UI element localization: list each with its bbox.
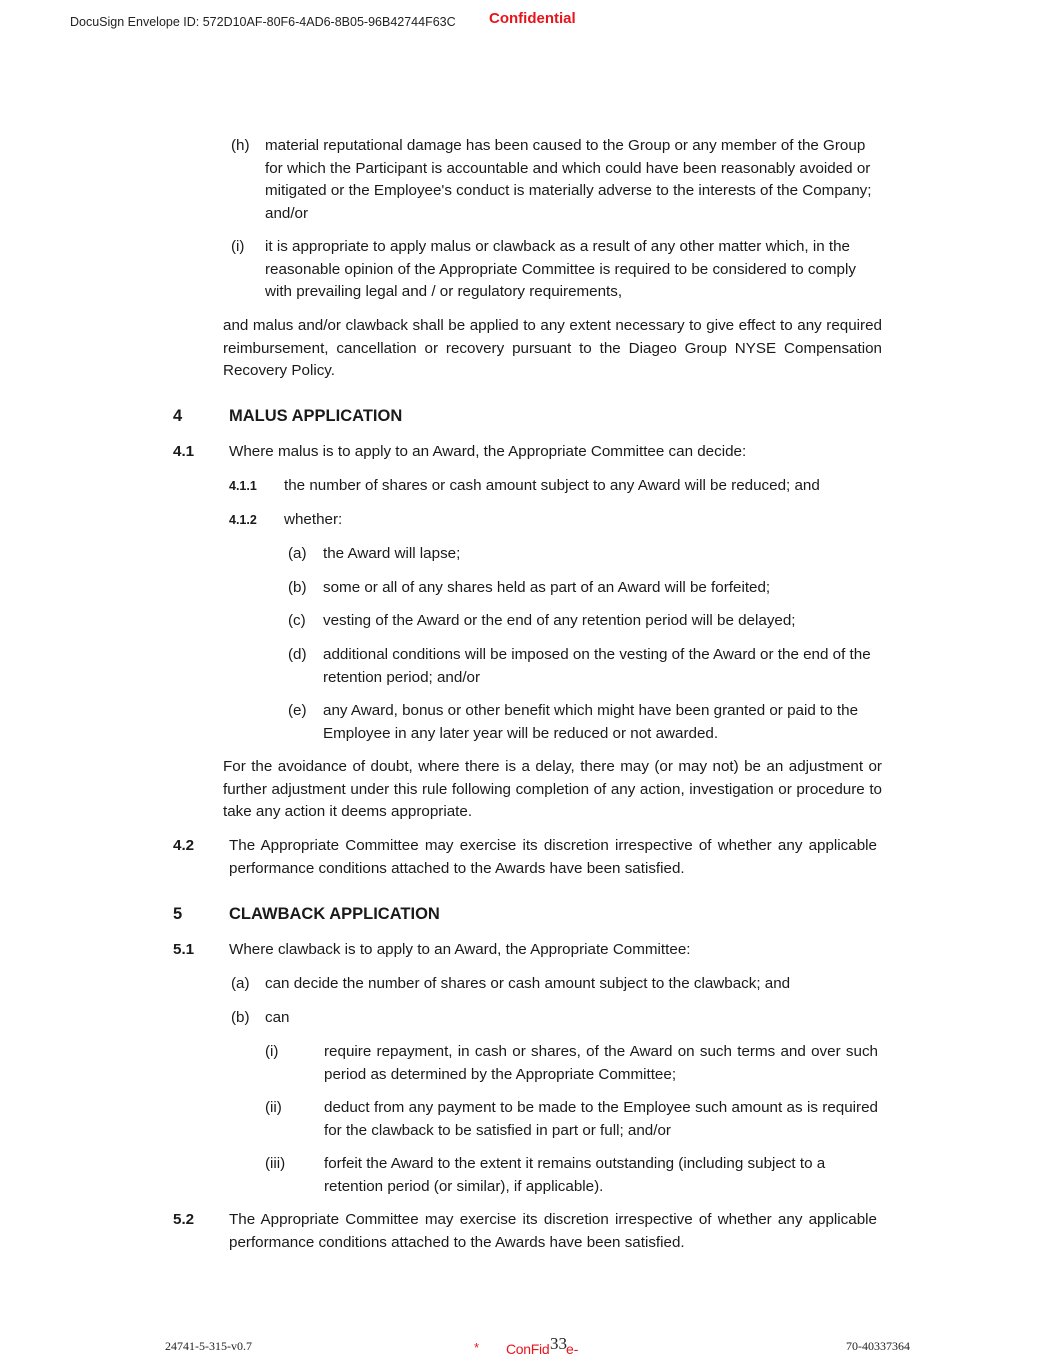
malus-item-text: any Award, bonus or other benefit which might have been granted or paid to the Employee in any later year will be reduced or not awarded. [323, 702, 859, 742]
closing-paragraph: and malus and/or clawback shall be applied to any extent necessary to give effect to any required reimbursement, cancellation or recovery pursuant to the Diageo Group NYSE Compensation Recovery Policy. [223, 317, 882, 379]
clawback-subitem-label: (i) [265, 1043, 279, 1060]
clawback-subitem-label: (iii) [265, 1155, 286, 1172]
malus-item-label: (a) [288, 545, 307, 562]
clawback-subitem-text: forfeit the Award to the extent it remains outstanding (including subject to a retention period (or similar), if applicable). [324, 1155, 826, 1195]
clawback-item-a-text: can decide the number of shares or cash amount subject to the clawback; and [265, 975, 791, 992]
clawback-subitem-text: require repayment, in cash or shares, of the Award on such terms and over such period as determined by the Appropriate Committee; [324, 1043, 878, 1083]
clause-4-2-text: The Appropriate Committee may exercise its discretion irrespective of whether any applicable performance conditions attached to the Awards have been satisfied. [229, 837, 877, 877]
malus-item-label: (b) [288, 579, 307, 596]
clause-5-1-number: 5.1 [173, 941, 195, 958]
page-number: 33 [550, 1334, 567, 1353]
malus-item-label: (c) [288, 612, 306, 629]
footer-stamp-suffix: e- [566, 1341, 579, 1357]
malus-item-text: vesting of the Award or the end of any retention period will be delayed; [323, 612, 796, 629]
clause-4-1-1-text: the number of shares or cash amount subject to any Award will be reduced; and [284, 477, 820, 494]
docusign-envelope-id: DocuSign Envelope ID: 572D10AF-80F6-4AD6-8B05-96B42744F63C [70, 15, 456, 29]
footer-confidential-stamp: ConFid [506, 1341, 550, 1357]
clause-4-1-1-number: 4.1.1 [229, 479, 257, 493]
clause-5-2-number: 5.2 [173, 1211, 195, 1228]
list-label-h: (h) [231, 137, 250, 154]
list-item-h-text: material reputational damage has been caused to the Group or any member of the Group for which the Participant is accountable and which could have been reasonably avoided or mitigated or the Employee's conduct is materially adverse to the interests of the Company; and/or [265, 137, 872, 222]
malus-item-text: some or all of any shares held as part of an Award will be forfeited; [323, 579, 771, 596]
list-item-i-text: it is appropriate to apply malus or clawback as a result of any other matter which, in the reasonable opinion of the Appropriate Committee is required to be considered to comply with prevailing legal and / or regulatory requirements, [265, 238, 856, 300]
clause-4-1-number: 4.1 [173, 443, 195, 460]
footer-matter-number: 70-40337364 [846, 1339, 910, 1353]
clawback-subitem-text: deduct from any payment to be made to the Employee such amount as is required for the clawback to be satisfied in part or full; and/or [324, 1099, 878, 1139]
clause-4-1-2-text: whether: [284, 511, 343, 528]
footer-document-reference: 24741-5-315-v0.7 [165, 1339, 252, 1353]
section-5-title: CLAWBACK APPLICATION [229, 905, 440, 923]
malus-item-label: (e) [288, 702, 307, 719]
clawback-label-a: (a) [231, 975, 250, 992]
malus-item-label: (d) [288, 646, 307, 663]
clawback-item-b-text: can [265, 1009, 290, 1026]
clause-4-1-text: Where malus is to apply to an Award, the Appropriate Committee can decide: [229, 443, 747, 460]
clause-5-1-text: Where clawback is to apply to an Award, the Appropriate Committee: [229, 941, 691, 958]
section-5-number: 5 [173, 905, 183, 923]
list-label-i: (i) [231, 238, 245, 255]
section-4-title: MALUS APPLICATION [229, 407, 403, 425]
clawback-subitem-label: (ii) [265, 1099, 282, 1116]
confidential-label: Confidential [489, 10, 576, 27]
avoidance-paragraph: For the avoidance of doubt, where there is a delay, there may (or may not) be an adjustment or further adjustment under this rule following completion of any action, investigation or procedure to take any action it deems appropriate. [223, 758, 882, 820]
clause-4-1-2-number: 4.1.2 [229, 513, 257, 527]
section-4-number: 4 [173, 407, 183, 425]
malus-item-text: additional conditions will be imposed on the vesting of the Award or the end of the retention period; and/or [323, 646, 871, 686]
clause-4-2-number: 4.2 [173, 837, 195, 854]
clause-5-2-text: The Appropriate Committee may exercise its discretion irrespective of whether any applicable performance conditions attached to the Awards have been satisfied. [229, 1211, 877, 1251]
malus-item-text: the Award will lapse; [323, 545, 461, 562]
footer-star-mark: * [474, 1340, 480, 1355]
clawback-label-b: (b) [231, 1009, 250, 1026]
